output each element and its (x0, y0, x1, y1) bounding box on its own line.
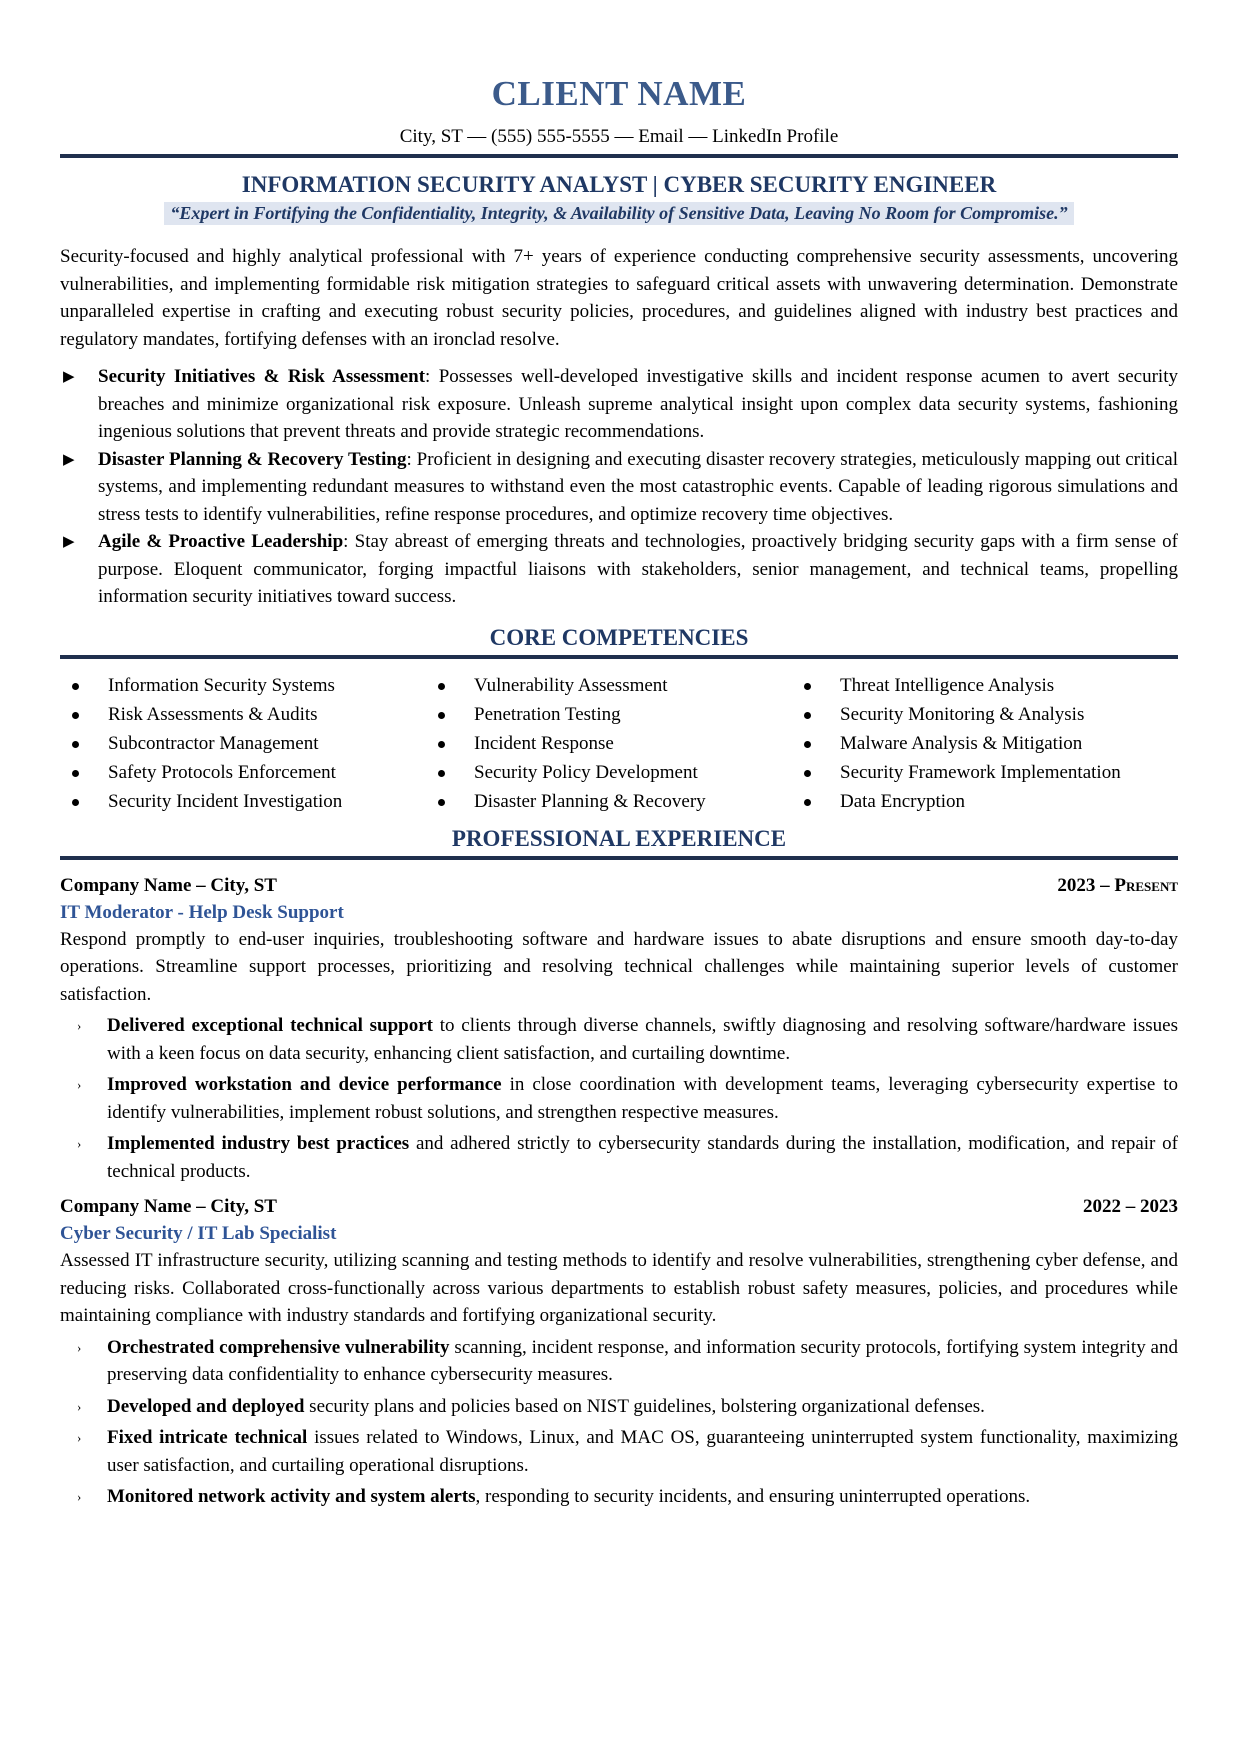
competency-label: Subcontractor Management (108, 732, 319, 754)
job-description: Assessed IT infrastructure security, utilizing scanning and testing methods to identify and resolve vulnerabilities, strengthening cyber defense, and reducing risks. Collaborated cross-functionally across various departments to establish robust safety measures, policies, and procedures while maintaining compliance with industry standards and fortifying organizational security. (60, 1250, 1178, 1326)
chevron-bullet-icon: › (77, 1398, 82, 1414)
competency-label: Vulnerability Assessment (474, 674, 668, 696)
highlight-lead: Disaster Planning & Recovery Testing (98, 448, 407, 470)
achievement-text: and adhered strictly to cybersecurity standards during the installation, modification, and repair of technical products. (107, 1133, 1178, 1182)
achievement-item (60, 1334, 1178, 1389)
achievement-text: issues related to Windows, Linux, and MAC OS, guaranteeing uninterrupted system functionality, maximizing user satisfaction, and curtailing operational disruptions. (107, 1427, 1179, 1476)
highlight-text: : Proficient in designing and executing disaster recovery strategies, meticulously mapping out critical systems, and implementing redundant measures to withstand even the most catastrophic events. Capable of leading rigorous simulations and stress tests to identify vulnerabilities, refine response procedures, and optimize recovery time objectives. (98, 448, 1178, 525)
chevron-bullet-icon: › (77, 1136, 82, 1151)
bullet-icon (804, 770, 811, 777)
job-role: Cyber Security / IT Lab Specialist (60, 1223, 337, 1244)
competency-item (792, 700, 1178, 729)
bullet-icon (72, 770, 79, 777)
bullet-icon (72, 741, 79, 748)
competency-label: Data Encryption (840, 790, 966, 812)
job-company: Company Name – City, ST (60, 1196, 277, 1217)
achievement-lead: Fixed intricate technical (107, 1427, 308, 1448)
bullet-icon (804, 712, 811, 719)
competencies-column (60, 671, 426, 816)
competency-item (60, 700, 426, 729)
competency-label: Security Monitoring & Analysis (840, 703, 1085, 725)
highlight-text: : Possesses well-developed investigative skills and incident response acumen to avert security breaches and minimize organizational risk exposure. Unleash supreme analytical insight upon complex data security systems, fashioning ingenious solutions that prevent threats and provide strategic recommendations. (98, 366, 1178, 442)
job-header (60, 872, 1178, 899)
achievement-lead: Developed and deployed (107, 1395, 305, 1417)
competency-label: Security Policy Development (474, 761, 698, 783)
highlight-text: : Stay abreast of emerging threats and technologies, proactively bridging security gaps with a firm sense of purpose. Eloquent communicator, forging impactful liaisons with stakeholders, senior management, and technical teams, propelling information security initiatives toward success. (98, 531, 1178, 607)
contact-line: City, ST — (555) 555-5555 — Email — LinkedIn Profile (399, 126, 839, 147)
highlight-lead: Agile & Proactive Leadership (98, 531, 344, 552)
bullet-icon (438, 799, 445, 806)
achievement-text: scanning, incident response, and information security protocols, fortifying system integrity and preserving data confidentiality to enhance cybersecurity measures. (107, 1336, 1178, 1385)
competency-label: Incident Response (474, 732, 614, 754)
achievement-item (60, 1393, 1178, 1421)
bullet-icon (804, 683, 811, 690)
bullet-icon (804, 799, 811, 806)
summary-paragraph: Security-focused and highly analytical professional with 7+ years of experience conducting comprehensive security assessments, uncovering vulnerabilities, and implementing formidable risk mitigation strategies to safeguard critical assets with unwavering determination. Demonstrate unparalleled expertise in crafting and executing robust security policies, procedures, and guidelines aligned with industry best practices and regulatory mandates, fortifying defenses with an ironclad resolve. (60, 246, 1178, 350)
competency-label: Information Security Systems (108, 674, 335, 696)
chevron-bullet-icon: › (77, 1018, 82, 1033)
competency-item (60, 729, 426, 758)
achievement-text: , responding to security incidents, and ensuring uninterrupted operations. (475, 1486, 1031, 1507)
achievement-list (60, 1012, 1178, 1185)
client-name: CLIENT NAME (491, 74, 747, 113)
job-dates-start: 2023 – (1057, 874, 1115, 896)
chevron-bullet-icon: › (77, 1430, 82, 1445)
competency-label: Security Incident Investigation (108, 790, 343, 812)
competency-label: Safety Protocols Enforcement (108, 761, 336, 783)
competency-item (792, 671, 1178, 700)
competency-item (426, 787, 792, 816)
competencies-divider (60, 655, 1178, 659)
achievement-lead: Orchestrated comprehensive vulnerability (107, 1336, 450, 1358)
competency-label: Disaster Planning & Recovery (474, 790, 706, 812)
job-role: IT Moderator - Help Desk Support (60, 901, 344, 923)
job-entry (60, 872, 1178, 1186)
triangle-bullet-icon: ▶ (63, 451, 75, 468)
achievement-text: to clients through diverse channels, swiftly diagnosing and resolving software/hardware issues with a keen focus on data security, enhancing client satisfaction, and curtailing downtime. (107, 1015, 1179, 1064)
achievement-lead: Implemented industry best practices (107, 1133, 410, 1154)
job-dates (1083, 1193, 1178, 1220)
competency-item (60, 758, 426, 787)
bullet-icon (438, 770, 445, 777)
experience-divider (60, 856, 1178, 860)
chevron-bullet-icon: › (77, 1339, 82, 1355)
highlight-item (60, 446, 1178, 529)
resume-page (60, 0, 1178, 1515)
chevron-bullet-icon: › (77, 1077, 82, 1092)
bullet-icon (804, 741, 811, 748)
achievement-item (60, 1424, 1178, 1479)
competency-item (792, 787, 1178, 816)
headline-title: INFORMATION SECURITY ANALYST | CYBER SECURITY ENGINEER (241, 172, 997, 197)
competency-item (426, 671, 792, 700)
highlight-item (60, 528, 1178, 611)
competencies-column (426, 671, 792, 816)
bullet-icon (72, 683, 79, 690)
competency-item (426, 758, 792, 787)
achievement-item (60, 1483, 1178, 1511)
competency-label: Threat Intelligence Analysis (840, 674, 1055, 696)
achievement-list (60, 1334, 1178, 1511)
achievement-text: in close coordination with development teams, leveraging cybersecurity expertise to identify vulnerabilities, implement robust solutions, and strengthen respective measures. (107, 1074, 1178, 1123)
achievement-item (60, 1012, 1178, 1067)
bullet-icon (72, 799, 79, 806)
achievement-lead: Delivered exceptional technical support (107, 1015, 434, 1036)
competency-label: Security Framework Implementation (840, 761, 1121, 783)
tagline-wrapper (60, 202, 1178, 225)
bullet-icon (438, 712, 445, 719)
experience-title: PROFESSIONAL EXPERIENCE (451, 825, 787, 851)
competencies-title: CORE COMPETENCIES (489, 624, 749, 650)
triangle-bullet-icon: ▶ (63, 534, 75, 550)
job-company: Company Name – City, ST (60, 874, 277, 896)
competency-label: Malware Analysis & Mitigation (840, 732, 1083, 754)
competency-label: Risk Assessments & Audits (108, 703, 318, 725)
job-entry (60, 1193, 1178, 1511)
competency-item (426, 700, 792, 729)
job-header (60, 1193, 1178, 1220)
job-dates (1057, 872, 1178, 899)
bullet-icon (72, 712, 79, 719)
triangle-bullet-icon: ▶ (63, 369, 75, 385)
competency-item (792, 729, 1178, 758)
highlight-lead: Security Initiatives & Risk Assessment (98, 366, 426, 387)
competency-item (60, 671, 426, 700)
header-divider (60, 154, 1178, 158)
competencies-column (792, 671, 1178, 816)
competency-item (426, 729, 792, 758)
job-description: Respond promptly to end-user inquiries, troubleshooting software and hardware issues to abate disruptions and ensure smooth day-to-day operations. Streamline support processes, prioritizing and resolving technical challenges while maintaining superior levels of customer satisfaction. (60, 928, 1178, 1005)
competencies-grid (60, 671, 1178, 816)
job-dates-end: Present (1114, 874, 1178, 896)
chevron-bullet-icon: › (77, 1489, 82, 1504)
highlight-item (60, 363, 1178, 446)
highlights-list (60, 363, 1178, 611)
tagline: “Expert in Fortifying the Confidentiality, Integrity, & Availability of Sensitive Data, Leaving No Room for Compromise.” (164, 202, 1073, 225)
bullet-icon (438, 683, 445, 690)
achievement-lead: Improved workstation and device performance (107, 1074, 502, 1095)
bullet-icon (438, 741, 445, 748)
achievement-item (60, 1071, 1178, 1126)
competency-item (792, 758, 1178, 787)
achievement-text: security plans and policies based on NIST guidelines, bolstering organizational defenses. (304, 1395, 985, 1417)
achievement-lead: Monitored network activity and system alerts (107, 1486, 476, 1507)
competency-label: Penetration Testing (474, 703, 621, 725)
achievement-item (60, 1130, 1178, 1185)
job-dates-start: 2022 – 2023 (1083, 1196, 1178, 1217)
competency-item (60, 787, 426, 816)
